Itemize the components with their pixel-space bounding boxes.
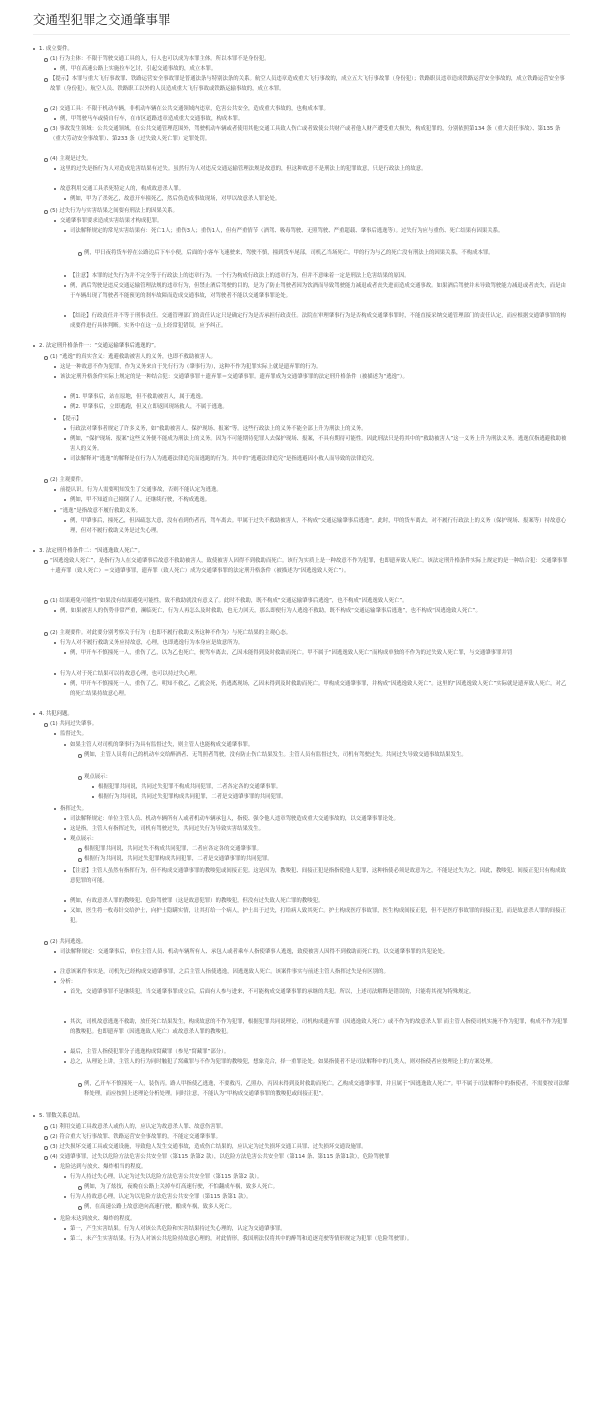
- outline-item: [50, 719, 570, 729]
- bullet-icon: [54, 673, 56, 675]
- outline-item-text: 行政法对肇事者规定了许多义务，如“救助被害人、保护现场、报案”等。这些行政法上的义务不能全部上升为刑法上的义务。: [70, 426, 367, 432]
- outline-item-text: “因逃逸致人死亡”，是指行为人在交通肇事后故意不救助被害人，致使被害人因得不到救助而死亡。该行为实质上是一种故意不作为犯罪，也即遗弃致人死亡。该法定刑升格条件实际上规定的是一种结合犯：交通肇事罪＋遗弃罪（致人死亡）＝交通肇事罪，遗弃罪（致人死亡）成为交通肇事罪的法定刑升格条件（被描述为“因逃逸致人死亡”）。: [50, 558, 568, 575]
- outline-item: [84, 772, 570, 782]
- outline-item: [60, 414, 570, 424]
- outline-item-text: 司法解释规定的常见实害结果有：死亡1人；重伤3人；重伤1人，但有严重情节（酒驾、吸毒驾驶、无照驾驶、严重超载、肇事后逃逸等）。过失行为应与重伤、死亡结果有因果关系。: [70, 228, 504, 234]
- bullet-icon: [44, 941, 48, 945]
- outline-item: [50, 937, 570, 947]
- outline-item: [84, 1079, 570, 1099]
- bullet-icon: [54, 489, 56, 491]
- outline-item-text: 例如，主管人员将自己的机动车交给醉酒者、无驾照者驾驶，没有防止伤亡结果发生。主管人员有监督过失，司机有驾驶过失。共同过失导致交通事故结果发生。: [84, 752, 467, 758]
- outline-item: [60, 804, 570, 814]
- bullet-icon: [78, 776, 82, 780]
- bullet-icon: [64, 396, 66, 398]
- bullet-icon: [64, 198, 66, 200]
- outline-item-text: 例，在高速公路上故意逆向高速行驶，酿成车祸，致多人死亡。: [84, 1204, 235, 1210]
- outline-item-text: 该法定刑升格条件实际上规定的是一种结合犯：交通肇事罪＋遗弃罪＝交通肇事罪。遗弃罪成为交通肇事罪的法定刑升格条件（被描述为“逃逸”）。: [60, 374, 408, 380]
- bullet-icon: [78, 1186, 82, 1190]
- outline-item: [50, 104, 570, 114]
- outline-item: [70, 434, 570, 454]
- outline-item-text: 第一，产生实害结果。行为人对该公共危险和实害结果持过失心理的，认定为交通肇事罪。: [70, 1226, 286, 1232]
- outline-item-text: 5. 罪数关系总结。: [39, 1113, 84, 1119]
- outline-item-text: 例如，“保护现场、报案”这些义务便不能成为刑法上的义务。因为不可能期待犯罪人去保护现场、报案，不具有期待可能性。因此刑法只是将其中的“救助被害人”这一义务上升为刑法义务。逃逸仅指逃避救助被害人的义务。: [70, 436, 567, 453]
- outline-item-text: 例，酒后驾驶是违反交通运输管理法规的违章行为，但禁止酒后驾驶的目的，是为了防止驾驶者因为饮酒而导致驾驶能力减退或者丧失进而造成交通事故。如果酒后驾驶并未导致驾驶能力减退或者丧失，而是由于车辆出现了驾驶者不能预见的刹车故障而造成交通事故，对驾驶者不能以交通肇事罪论处。: [70, 283, 566, 300]
- page-title: 交通型犯罪之交通肇事罪: [33, 12, 171, 27]
- outline-item: [60, 1162, 570, 1172]
- outline-item-text: 总之，从理论上讲，主管人的行为同时触犯了窝藏罪与不作为犯罪的教唆犯，想象竞合，择一重罪论处。如果指使者不是司法解释中的几类人，则对指使者应按理论上的方案处理。: [70, 1059, 496, 1065]
- outline-item-text: 分析：: [60, 979, 77, 985]
- outline-item-text: (3) 事故发生领域：公共交通领域。在公共交通管理范围外，驾驶机动车辆或者使用其他交通工具致人伤亡或者致使公共财产或者他人财产遭受重大损失，构成犯罪的，分别依照第134 条（重大责任事故）、第135 条（重大劳动安全事故罪）、第233 条（过失致人死亡罪）定罪处罚。: [50, 126, 561, 143]
- outline-item: [70, 1047, 570, 1057]
- bullet-icon: [44, 158, 48, 162]
- outline-item-text: (4) 交通肇事罪，过失以危险方法危害公共安全罪（第115 条第2 款），以危险方法危害公共安全罪（第114 条、第115 条第1款），危险驾驶罪: [50, 1154, 390, 1160]
- bullet-icon: [54, 188, 56, 190]
- bullet-icon: [54, 610, 56, 612]
- outline-item-text: 根据行为共同说，共同过失犯罪构成共同犯罪，二者是交通肇事罪的共同犯罪。: [98, 794, 287, 800]
- outline-item: [70, 402, 570, 412]
- bullet-icon: [54, 376, 56, 378]
- outline-item-text: (2) 交通工具：不限于机动车辆，非机动车辆在公共交通领域内违章，危害公共安全，造成重大事故的，也构成本罪。: [50, 106, 329, 112]
- outline-item: [50, 596, 570, 606]
- outline-item: [70, 226, 570, 236]
- outline-item-text: 危险达到与放火、爆炸相当的程度。: [60, 1164, 147, 1170]
- outline-item: [70, 896, 570, 906]
- bullet-icon: [44, 479, 48, 483]
- bullet-icon: [64, 683, 66, 685]
- bullet-icon: [78, 1083, 82, 1087]
- outline-item-text: 1. 成立要件。: [39, 46, 73, 52]
- bullet-icon: [64, 991, 66, 993]
- outline-item-text: 行为人对于死亡结果可以持故意心理，也可以持过失心理。: [60, 671, 201, 677]
- outline-item-text: 例，甲驾驶马车或骑自行车，在市区道路违章造成重大交通事故，构成本罪。: [60, 116, 244, 122]
- outline-item: [70, 824, 570, 834]
- outline-item-text: 如果主管人对司机的肇事行为具有监督过失，则主管人也能构成交通肇事罪。: [70, 742, 254, 748]
- bullet-icon: [64, 828, 66, 830]
- outline-item: [50, 1142, 570, 1152]
- outline-item: [60, 64, 570, 74]
- outline-item: [50, 124, 570, 144]
- bullet-icon: [54, 808, 56, 810]
- outline-item: [60, 669, 570, 679]
- outline-item: [50, 206, 570, 216]
- bullet-icon: [54, 418, 56, 420]
- outline-item: [70, 424, 570, 434]
- outline-item-text: (2) 共同逃逸。: [50, 939, 87, 945]
- outline-item: [50, 352, 570, 362]
- bullet-icon: [64, 1228, 66, 1230]
- bullet-icon: [33, 345, 35, 347]
- outline-item: [50, 154, 570, 164]
- bullet-icon: [54, 971, 56, 973]
- bullet-icon: [44, 128, 48, 132]
- outline-item: [84, 750, 570, 760]
- outline-item-text: 例，甲日夜将货车停在公路边后下车小便，后面的小客车飞速驶来，驾驶不慎，撞到货车尾部，司机乙当场死亡。甲的行为与乙的死亡没有刑法上的因果关系，不构成本罪。: [84, 250, 494, 256]
- outline-item-text: 行为人对不履行救助义务应持故意，心理，也即逃逸行为本身应是故意所为。: [60, 640, 244, 646]
- outline-item: [60, 485, 570, 495]
- outline-item: [50, 1122, 570, 1132]
- bullet-icon: [54, 168, 56, 170]
- outline-item: [70, 495, 570, 505]
- outline-item: [39, 341, 570, 351]
- outline-item: [60, 362, 570, 372]
- bullet-icon: [44, 78, 48, 82]
- bullet-icon: [92, 786, 94, 788]
- outline-item: [84, 1182, 570, 1192]
- outline-item-text: 指挥过失。: [60, 806, 87, 812]
- bullet-icon: [64, 428, 66, 430]
- bullet-icon: [64, 1051, 66, 1053]
- outline-item-text: 根据犯罪共同说，共同过失犯罪不构成共同犯罪，二者各定各的交通肇事罪。: [98, 784, 282, 790]
- outline-item: [39, 44, 570, 54]
- outline-item-text: 故意利用交通工具杀死特定人的，构成故意杀人罪。: [60, 186, 184, 192]
- bullet-icon: [44, 58, 48, 62]
- outline-item-text: 4. 共犯问题。: [39, 711, 73, 717]
- bullet-icon: [54, 366, 56, 368]
- bullet-icon: [44, 723, 48, 727]
- outline-item: [60, 606, 570, 616]
- outline-item: [70, 1057, 570, 1067]
- outline-item-text: 【结论】行政责任并不等于刑事责任。交通管理部门的责任认定只是确定行为是否承担行政责任。法院在审理肇事行为是否构成交通肇事罪时，不能直接采纳交通管理部门的责任认定，而应根据交通肇事罪的构成要件进行具体判断。实务中在这一点上经常犯错误，应予纠正。: [70, 313, 566, 330]
- bullet-icon: [54, 118, 56, 120]
- outline-item-text: (3) 过失损坏交通工具或交通设施，导致他人发生交通事故，造成伤亡结果的，应认定为过失损坏交通工具罪、过失损坏交通设施罪。: [50, 1144, 367, 1150]
- bullet-icon: [54, 510, 56, 512]
- bullet-icon: [64, 1061, 66, 1063]
- outline-item: [70, 194, 570, 204]
- outline-item-text: 司法解释对“逃逸”的解释是在行为人为逃避法律追究而逃跑的行为。其中的“逃避法律追究”是指逃避因小救人而导致的法律追究。: [70, 456, 378, 462]
- outline-item: [70, 1017, 570, 1037]
- outline-item: [60, 1214, 570, 1224]
- bullet-icon: [44, 1136, 48, 1140]
- bullet-icon: [54, 1218, 56, 1220]
- outline-item-text: 行为人持故意心理，认定为以危险方法危害公共安全罪（第115 条第1 款）。: [70, 1194, 252, 1200]
- outline-item: [50, 628, 570, 638]
- outline-item-text: (1) 利用交通工具故意杀人或伤人的，应认定为故意杀人罪、故意伤害罪。: [50, 1124, 227, 1130]
- bullet-icon: [33, 1115, 35, 1117]
- bullet-icon: [64, 818, 66, 820]
- outline-item: [60, 372, 570, 382]
- bullet-icon: [54, 981, 56, 983]
- bullet-icon: [33, 713, 35, 715]
- outline-item-text: “逃逸”是指故意不履行救助义务。: [60, 508, 142, 514]
- outline-item-text: 首先，交通肇事罪不是继续犯，当交通肇事罪成立后，后面有人参与进来，不可能构成交通肇事罪的承继的共犯。所以，上述司法解释是错误的，只能将其视为特殊规定。: [70, 989, 475, 995]
- bullet-icon: [44, 560, 48, 564]
- outline-item-text: 注意该案件事实是，司机先已经构成交通肇事罪，之后主管人指使逃逸，因逃逸致人死亡。该案件事实与前述主管人指挥过失是有区别的。: [60, 969, 389, 975]
- bullet-icon: [64, 910, 66, 912]
- outline-item-text: 例如，甲不知道自己撞倒了人，还继续行驶，不构成逃逸。: [70, 497, 211, 503]
- bullet-icon: [64, 458, 66, 460]
- outline-item: [50, 1152, 570, 1162]
- outline-item: [70, 311, 570, 331]
- bullet-icon: [78, 754, 82, 758]
- outline-item-text: 又如，医生将一枚毒针交给护士，向护士隐瞒实情，让其打给一个病人，护士出于过失，打给病人致其死亡。护士构成医疗事故罪，医生构成间接正犯，但不是医疗事故罪的间接正犯，而是故意杀人罪的间接正犯。: [70, 908, 566, 925]
- bullet-icon: [54, 951, 56, 953]
- bullet-icon: [33, 48, 35, 50]
- outline-item-text: 第二，未产生实害结果。行为人对该公共危险持故意心理的，对此情形，我国刑法仅将其中的醉驾和追逐竞驶等情形规定为犯罪（危险驾驶罪）。: [70, 1236, 413, 1242]
- bullet-icon: [64, 315, 66, 317]
- bullet-icon: [64, 652, 66, 654]
- outline-item: [60, 216, 570, 226]
- outline-item: [50, 54, 570, 64]
- outline-item: [84, 854, 570, 864]
- bullet-icon: [78, 252, 82, 256]
- bullet-icon: [44, 108, 48, 112]
- bullet-icon: [64, 870, 66, 872]
- outline-item: [70, 814, 570, 824]
- outline-item-text: 【注意】本罪的过失行为并不完全等于行政法上的违章行为。一个行为构成行政法上的违章行为，但并不意味着一定是刑法上危害结果的原因。: [70, 273, 410, 279]
- outline-item: [70, 866, 570, 886]
- outline-item-text: 其次，司机故意逃逸不救助，放任死亡结果发生，构成故意的不作为犯罪，根据犯罪共同说理论，司机构成遗弃罪（因逃逸致人死亡）或不作为的故意杀人罪 而主管人指使司机实施不作为犯罪，构成不作为犯罪的教唆犯。也即遗弃罪（因逃逸致人死亡）或故意杀人罪的教唆犯。: [70, 1019, 568, 1036]
- outline-item: [70, 1172, 570, 1182]
- outline-item-text: 例如，甲为了杀死乙，故意开车撞死乙，然后伪造成事故现场，对甲以故意杀人罪论处。: [70, 196, 281, 202]
- outline-item: [60, 967, 570, 977]
- outline-item-text: 例，甲开车不慎撞死一人，重伤了乙，以为乙也死亡，便驾车离去，乙因未能得到及时救助而死亡。甲不属于“因逃逸致人死亡”而构成单独的不作为的过失致人死亡罪，与交通肇事罪并罚: [70, 650, 513, 656]
- outline-item-text: (1) 结果避免可能性“如果没有结果避免可能性，致不救助就没有意义了。此时不救助，既不构成“交通运输肇事后逃逸”，也不构成“因逃逸致人死亡”。: [50, 598, 408, 604]
- outline-item-text: 例1. 甲肇事后，站在原地，但不救助被害人，属于逃逸。: [70, 394, 207, 400]
- outline-item-text: 3. 法定刑升格条件二：“因逃逸致人死亡”。: [39, 548, 144, 554]
- bullet-icon: [64, 520, 66, 522]
- outline-item: [60, 184, 570, 194]
- bullet-icon: [54, 220, 56, 222]
- outline-item-text: 观点展示：: [84, 774, 111, 780]
- outline-item-text: 最后，主管人指使犯罪分子逃逸构成窝藏罪（参见“窝藏罪”部分）。: [70, 1049, 230, 1055]
- outline-item-text: (4) 主观是过失。: [50, 156, 92, 162]
- outline-item-text: 例，甲在高速公路上实施拉车乞讨，引起交通事故的，成立本罪。: [60, 66, 217, 72]
- outline-item: [60, 506, 570, 516]
- outline-item-text: 根据犯罪共同说，共同过失不构成共同犯罪，二者应各定各的交通肇事罪。: [84, 846, 262, 852]
- bullet-icon: [64, 1196, 66, 1198]
- outline-item: [70, 906, 570, 926]
- outline-item: [70, 516, 570, 536]
- outline-item-text: 例，如果被害人的伤势非常严重，濒临死亡，行为人再怎么及时救助，也无力回天，那么即便行为人逃逸不救助，既不构成“交通运输肇事后逃逸”，也不构成“因逃逸致人死亡”。: [60, 608, 481, 614]
- outline-item: [60, 114, 570, 124]
- outline-item: [98, 782, 570, 792]
- outline-item: [70, 1192, 570, 1202]
- outline-item: [70, 271, 570, 281]
- outline-item: [70, 454, 570, 464]
- outline-item-text: 例，乙开车不慎撞死一人，装伤丙。路人甲指使乙逃逸，不要救丙，乙照办，丙因未得到及时救助而死亡。乙构成交通肇事罪，并且属于“因逃逸致人死亡”。甲不属于司法解释中的指使者，不需要按司法解释处理，而应按照上述理论分析处理。同时注意，不能认为“甲构成交通肇事罪的教唆犯或间接正犯”。: [84, 1081, 570, 1098]
- bullet-icon: [64, 1176, 66, 1178]
- outline-item-text: (2) 主观要件。对此要分别考察关于行为（也即不履行救助义务这种不作为）与死亡结果的主观心态。: [50, 630, 292, 636]
- bullet-icon: [64, 438, 66, 440]
- outline-item-text: (2) 主观要件。: [50, 477, 87, 483]
- bullet-icon: [78, 1206, 82, 1210]
- bullet-icon: [54, 642, 56, 644]
- outline-item: [50, 74, 570, 94]
- outline-item-text: (1) 共同过失肇事。: [50, 721, 98, 727]
- bullet-icon: [44, 600, 48, 604]
- outline-item-text: (1) 行为主体：不限于驾驶交通工具的人，行人也可以成为本罪主体。所以本罪不是身份犯。: [50, 56, 270, 62]
- outline-item: [70, 679, 570, 699]
- bullet-icon: [78, 858, 82, 862]
- bullet-icon: [64, 900, 66, 902]
- outline-item-text: 例如，有故意杀人罪的教唆犯、危险驾驶罪（这是故意犯罪）的教唆犯，但没有过失致人死亡罪的教唆犯。: [70, 898, 324, 904]
- outline-item-text: (2) 符合重大飞行事故罪、铁路运营安全事故罪的，不能定交通肇事罪。: [50, 1134, 222, 1140]
- outline-item-text: 观点展示：: [70, 836, 97, 842]
- outline-item: [50, 556, 570, 576]
- outline-item-text: 例如，为了炫技，夜晚在公路上关掉车灯高速行驶，不怕翻成车祸，致多人死亡。: [84, 1184, 279, 1190]
- outline-item: [70, 392, 570, 402]
- bullet-icon: [64, 275, 66, 277]
- bullet-icon: [44, 356, 48, 360]
- outline-item: [70, 1224, 570, 1234]
- outline-item-text: 监督过失。: [60, 731, 87, 737]
- outline-item-text: 例，甲开车不慎撞死一人，重伤了乙，明知不救乙，乙就会死，仍逃离现场，乙因未得到及时救助而死亡。甲构成交通肇事罪，并构成“因逃逸致人死亡”。这里的“因逃逸致人死亡”实际就是遗弃致人死亡，对乙的死亡结果持故意心理。: [70, 681, 567, 698]
- outline-item-text: 根据行为共同说，共同过失犯罪构成共同犯罪，二者是交通肇事罪的共同犯罪。: [84, 856, 273, 862]
- outline-item-text: 交通肇事罪要求造成实害结果才构成犯罪。: [60, 218, 163, 224]
- bullet-icon: [33, 550, 35, 552]
- outline-item: [60, 638, 570, 648]
- outline-item-text: 司法解释规定：交通肇事后，单位主管人员、机动车辆所有人、承包人或者乘车人指使肇事人逃逸，致使被害人因得不到救助而死亡的，以交通肇事罪的共犯论处。: [60, 949, 449, 955]
- bullet-icon: [44, 1146, 48, 1150]
- bullet-icon: [54, 733, 56, 735]
- outline-item-text: 前提认识。行为人需要明知发生了交通事故，否则不能认定为逃逸。: [60, 487, 222, 493]
- outline-item-text: 【提示】: [60, 416, 82, 422]
- title-divider: [33, 34, 570, 35]
- bullet-icon: [64, 499, 66, 501]
- outline-item: [84, 248, 570, 258]
- bullet-icon: [64, 1021, 66, 1023]
- outline-item: [98, 792, 570, 802]
- outline-item-text: 例，甲肇事后，撞死乙，但因疏忽大意，没有看到伤者丙，驾车离去。甲属于过失不救助被害人，不构成“交通运输肇事后逃逸”。此时，甲的货车离去，对不履行行政法上的义务（保护现场、报案等）持故意心理，但对不履行救助义务是过失心理。: [70, 518, 567, 535]
- outline-item-text: (5) 过失行为与实害结果之间要有刑法上的因果关系。: [50, 208, 178, 214]
- outline-item: [39, 709, 570, 719]
- outline-item-text: 例2. 甲肇事后，立即逃跑，但又立即返回现场救人，不属于逃逸。: [70, 404, 228, 410]
- outline-item: [60, 164, 570, 174]
- outline-item: [39, 1111, 570, 1121]
- outline-item-text: 司法解释规定：单位主管人员、机动车辆所有人或者机动车辆承包人，指使、强令他人违章驾驶造成重大交通事故的，以交通肇事罪论处。: [70, 816, 399, 822]
- outline-item-text: 【注意】主管人虽然有指挥行为，但不构成交通肇事罪的教唆犯或间接正犯。这是因为，教唆犯、间接正犯是指指使他人犯罪，这种指使必须是故意为之，不能是过失为之。因此，教唆犯、间接正犯只有构成故意犯罪的可能。: [70, 868, 566, 885]
- outline-item: [70, 1234, 570, 1244]
- outline-item: [50, 1132, 570, 1142]
- outline-item: [50, 475, 570, 485]
- outline-item-text: 【提示】本罪与重大飞行事故罪、铁路运营安全事故罪是普通法条与特别法条的关系。航空人员违章造成重大飞行事故的，成立五大飞行事故罪（身份犯）；铁路职员违章造成铁路运营安全事故的，成立铁路运营安全事故罪（身份犯）。航空人员、铁路职工以外的人员造成重大飞行事故或铁路运输事故的，成立本罪。: [50, 76, 565, 93]
- outline-item: [84, 1202, 570, 1212]
- bullet-icon: [92, 796, 94, 798]
- bullet-icon: [64, 744, 66, 746]
- outline-item: [60, 947, 570, 957]
- outline-item-text: 这是一种故意不作为犯罪，作为义务来自于先行行为（肇事行为），这种不作为犯罪实际上就是遗弃罪的行为。: [60, 364, 322, 370]
- bullet-icon: [64, 230, 66, 232]
- outline-item-text: (1) “逃逸”的真实含义：逃避救助被害人的义务，也即不救助被害人。: [50, 354, 216, 360]
- outline-item: [60, 729, 570, 739]
- bullet-icon: [64, 1238, 66, 1240]
- outline-item: [70, 987, 570, 997]
- outline-item: [70, 740, 570, 750]
- bullet-icon: [78, 848, 82, 852]
- bullet-icon: [54, 68, 56, 70]
- outline-item-text: 这里的过失是指行为人对造成危害结果有过失。虽然行为人对违反交通运输管理法规是故意的，但这种故意不是刑法上的犯罪故意，只是行政法上的故意。: [60, 166, 427, 172]
- outline-item: [60, 977, 570, 987]
- outline-item-text: 行为人持过失心理，认定为过失以危险方法危害公共安全罪（第115 条第2 款）。: [70, 1174, 263, 1180]
- outline-item: [84, 844, 570, 854]
- bullet-icon: [54, 1166, 56, 1168]
- outline-item-text: 2. 法定刑升格条件一：“交通运输肇事后逃逸的”。: [39, 343, 160, 349]
- bullet-icon: [64, 838, 66, 840]
- bullet-icon: [44, 632, 48, 636]
- outline-item: [70, 648, 570, 658]
- outline-item-text: 危险未达到放火、爆炸的程度。: [60, 1216, 136, 1222]
- outline-item: [39, 546, 570, 556]
- bullet-icon: [44, 1156, 48, 1160]
- bullet-icon: [64, 406, 66, 408]
- outline-item: [70, 834, 570, 844]
- outline-item-text: 这是指，主管人有指挥过失，司机有驾驶过失，共同过失行为导致实害结果发生。: [70, 826, 265, 832]
- bullet-icon: [44, 210, 48, 214]
- bullet-icon: [44, 1126, 48, 1130]
- outline-item: [70, 281, 570, 301]
- bullet-icon: [64, 285, 66, 287]
